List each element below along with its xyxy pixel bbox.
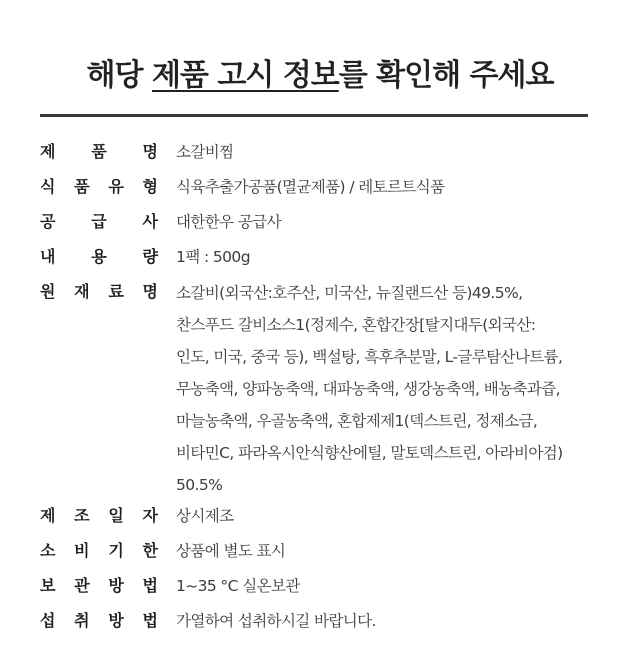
- info-label: [40, 606, 158, 636]
- info-value: [176, 137, 596, 167]
- info-value-line: 소갈비찜: [176, 143, 234, 161]
- info-value-line: 상품에 별도 표시: [176, 542, 286, 560]
- info-label-char: 한: [142, 541, 158, 560]
- info-label-char: 내: [40, 247, 56, 266]
- info-label-char: 일: [108, 506, 124, 525]
- info-label-char: 자: [142, 506, 158, 525]
- info-value-line: 찬스푸드 갈비소스1(정제수, 혼합간장[탈지대두(외국산:: [176, 316, 536, 334]
- info-label: [40, 172, 158, 202]
- info-label-char: 보: [40, 576, 56, 595]
- info-label: [40, 137, 158, 167]
- info-label-char: 제: [40, 142, 56, 161]
- info-row: [40, 207, 600, 242]
- info-value: [176, 606, 596, 636]
- info-row: [40, 571, 600, 606]
- info-value-line: 인도, 미국, 중국 등), 백설탕, 흑후추분말, L-글루탐산나트륨,: [176, 348, 563, 366]
- product-info-table: [40, 137, 600, 641]
- title-suffix: 를 확인해 주세요: [338, 58, 554, 93]
- info-label-char: 품: [91, 142, 107, 161]
- info-value-line: 50.5%: [176, 476, 223, 494]
- info-label-char: 형: [142, 177, 158, 196]
- info-label-char: 방: [108, 611, 124, 630]
- info-label-char: 제: [40, 506, 56, 525]
- info-row: [40, 242, 600, 277]
- info-label-char: 품: [74, 177, 90, 196]
- info-label-char: 명: [142, 282, 158, 301]
- info-row: [40, 137, 600, 172]
- info-value-line: 비타민C, 파라옥시안식향산에틸, 말토덱스트린, 아라비아검): [176, 444, 563, 462]
- info-value: [176, 172, 596, 202]
- info-label: [40, 571, 158, 601]
- info-label-char: 료: [108, 282, 124, 301]
- info-label-char: 량: [142, 247, 158, 266]
- info-value: [176, 277, 596, 501]
- info-label-char: 법: [142, 576, 158, 595]
- title-prefix: 해당: [86, 58, 152, 93]
- title-underlined: 제품 고시 정보: [151, 58, 339, 93]
- info-label-char: 명: [142, 142, 158, 161]
- info-value-line: 무농축액, 양파농축액, 대파농축액, 생강농축액, 배농축과즙,: [176, 380, 560, 398]
- info-value-line: 소갈비(외국산:호주산, 미국산, 뉴질랜드산 등)49.5%,: [176, 284, 523, 302]
- info-label-char: 급: [91, 212, 107, 231]
- info-label-char: 유: [108, 177, 124, 196]
- info-label-char: 조: [74, 506, 90, 525]
- page-title: [0, 50, 640, 94]
- info-label-char: 사: [142, 212, 158, 231]
- info-value: [176, 571, 596, 601]
- info-label-char: 법: [142, 611, 158, 630]
- info-label: [40, 501, 158, 531]
- info-label-char: 비: [74, 541, 90, 560]
- info-value-line: 1팩 : 500g: [176, 248, 250, 266]
- info-value: [176, 536, 596, 566]
- info-label-char: 원: [40, 282, 56, 301]
- info-label-char: 식: [40, 177, 56, 196]
- info-label-char: 용: [91, 247, 107, 266]
- info-value-line: 마늘농축액, 우골농축액, 혼합제제1(덱스트린, 정제소금,: [176, 412, 538, 430]
- info-row: [40, 501, 600, 536]
- info-value-line: 상시제조: [176, 507, 234, 525]
- info-label: [40, 242, 158, 272]
- info-row: [40, 536, 600, 571]
- info-label-char: 섭: [40, 611, 56, 630]
- title-divider: [40, 114, 588, 117]
- info-label-char: 공: [40, 212, 56, 231]
- info-row: [40, 277, 600, 501]
- info-label-char: 소: [40, 541, 56, 560]
- info-label: [40, 207, 158, 237]
- info-value: [176, 501, 596, 531]
- info-value-line: 가열하여 섭취하시길 바랍니다.: [176, 612, 376, 630]
- info-label-char: 재: [74, 282, 90, 301]
- info-row: [40, 606, 600, 641]
- info-label-char: 관: [74, 576, 90, 595]
- info-label: [40, 536, 158, 566]
- info-value: [176, 242, 596, 272]
- info-label-char: 방: [108, 576, 124, 595]
- info-value-line: 1~35 °C 실온보관: [176, 577, 300, 595]
- info-label: [40, 277, 158, 307]
- info-row: [40, 172, 600, 207]
- info-value-line: 식육추출가공품(멸균제품) / 레토르트식품: [176, 178, 445, 196]
- info-value: [176, 207, 596, 237]
- info-label-char: 취: [74, 611, 90, 630]
- info-value-line: 대한한우 공급사: [176, 213, 281, 231]
- info-label-char: 기: [108, 541, 124, 560]
